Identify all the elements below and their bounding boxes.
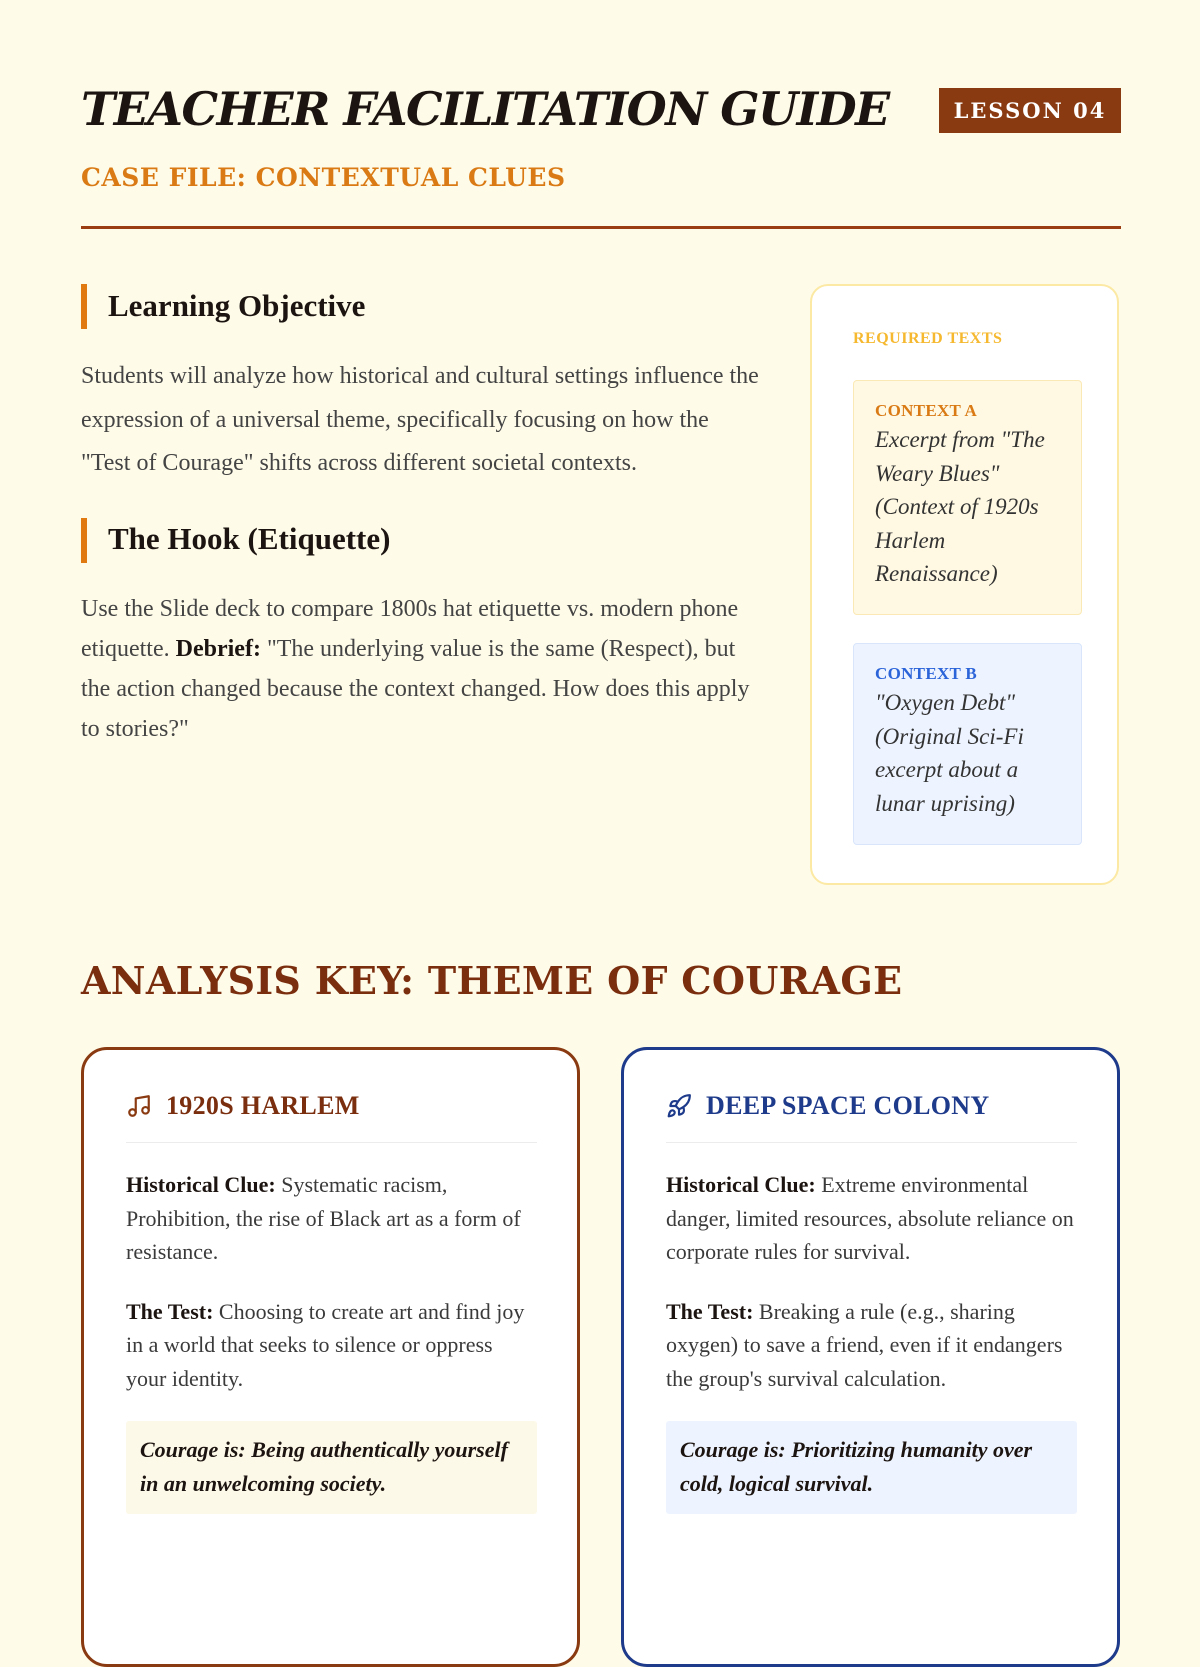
header — [81, 0, 1121, 240]
space-clue-label: Historical Clue: — [666, 1172, 816, 1197]
page-subtitle: CASE FILE: CONTEXTUAL CLUES — [81, 163, 566, 192]
harlem-card — [81, 1047, 580, 1667]
harlem-card-body — [126, 1168, 537, 1514]
analysis-title: ANALYSIS KEY: THEME OF COURAGE — [81, 958, 903, 1003]
harlem-test-text: Choosing to create art and find joy in a world that seeks to silence or oppress your identity. — [126, 1298, 525, 1391]
main-content — [81, 282, 761, 749]
hook-heading: The Hook (Etiquette) — [81, 516, 761, 563]
harlem-the-test — [126, 1295, 537, 1396]
space-card-body — [666, 1168, 1077, 1514]
harlem-test-label: The Test: — [126, 1298, 214, 1324]
context-a-label: CONTEXT A — [875, 401, 978, 420]
space-test-text: Breaking a rule (e.g., sharing oxygen) to save a friend, even if it endangers the group's survival calculation. — [666, 1298, 1063, 1391]
context-b-label: CONTEXT B — [875, 664, 978, 683]
harlem-courage-statement: Courage is: Being authentically yourself in an unwelcoming society. — [126, 1421, 537, 1514]
harlem-clue-text: Systematic racism, Prohibition, the rise of Black art as a form of resistance. — [126, 1172, 521, 1264]
context-b-box — [853, 643, 1082, 845]
space-courage-statement: Courage is: Prioritizing humanity over cold, logical survival. — [666, 1421, 1077, 1514]
debrief-quote: "The underlying value is the same (Respect), but the action changed because the context changed. How does this apply to stories?" — [81, 635, 750, 742]
required-texts-card — [810, 284, 1119, 885]
harlem-card-title: 1920S HARLEM — [166, 1091, 360, 1120]
header-divider — [81, 226, 1121, 229]
space-test-label: The Test: — [666, 1298, 754, 1324]
context-a-box — [853, 380, 1082, 615]
context-b-description: "Oxygen Debt" (Original Sci-Fi excerpt about a lunar uprising) — [875, 690, 1024, 816]
harlem-historical-clue — [126, 1168, 537, 1269]
objective-heading: Learning Objective — [81, 282, 761, 329]
space-colony-card — [621, 1047, 1120, 1667]
harlem-clue-label: Historical Clue: — [126, 1172, 276, 1197]
hook-text — [81, 589, 761, 749]
space-historical-clue — [666, 1168, 1077, 1269]
guide-page — [81, 0, 1121, 1496]
required-texts-label: REQUIRED TEXTS — [853, 330, 1003, 347]
space-card-title: DEEP SPACE COLONY — [706, 1091, 990, 1120]
music-note-icon — [126, 1090, 152, 1124]
page-title: TEACHER FACILITATION GUIDE — [81, 82, 889, 136]
space-card-header — [666, 1090, 1077, 1143]
space-clue-text: Extreme environmental danger, limited resources, absolute reliance on corporate rules for survival. — [666, 1172, 1074, 1264]
space-the-test — [666, 1295, 1077, 1396]
debrief-label: Debrief: — [175, 635, 261, 662]
hook-text-intro: Use the Slide deck to compare 1800s hat etiquette vs. modern phone etiquette. — [81, 595, 739, 662]
objective-text: Students will analyze how historical and cultural settings influence the expression of a universal theme, specifically focusing on how the "Test of Courage" shifts across different societal contexts. — [81, 363, 759, 476]
lesson-badge: LESSON 04 — [939, 88, 1121, 133]
context-a-description: Excerpt from "The Weary Blues" (Context of 1920s Harlem Renaissance) — [875, 427, 1045, 586]
rocket-icon — [666, 1090, 692, 1124]
harlem-card-header — [126, 1090, 537, 1143]
